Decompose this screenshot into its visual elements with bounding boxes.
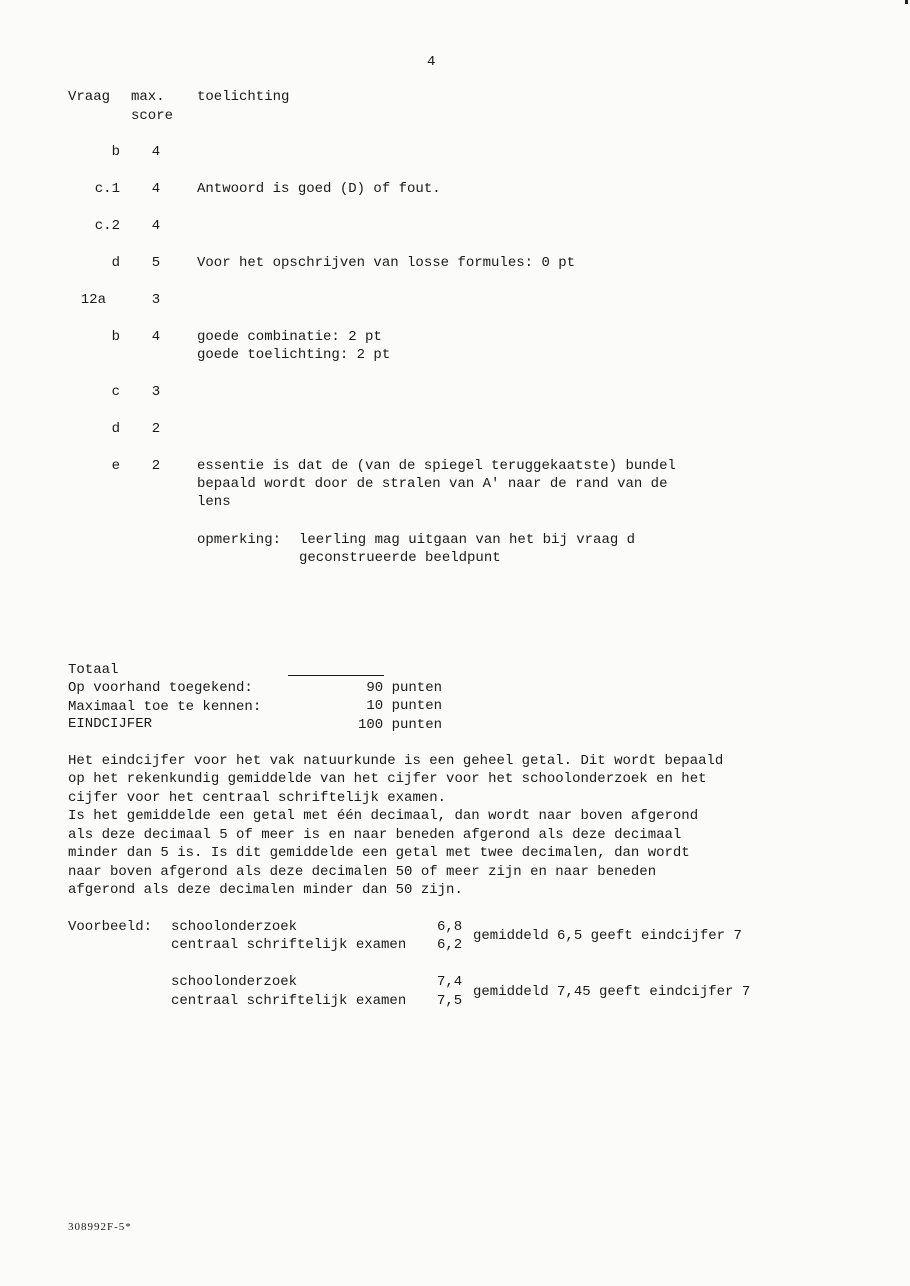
max-score: 2 [151, 421, 161, 437]
max-score: 3 [151, 384, 161, 400]
max-score: 2 [151, 458, 161, 474]
example-item: centraal schriftelijk examen [171, 993, 407, 1009]
explanation: goede toelichting: 2 pt [197, 347, 391, 363]
example-result: gemiddeld 7,45 geeft eindcijfer 7 [473, 984, 751, 1000]
question-label: e [111, 458, 120, 474]
remark-text: geconstrueerde beeldpunt [299, 550, 501, 566]
example-value: 7,4 [437, 974, 463, 990]
example-value: 6,8 [437, 919, 463, 935]
example-value: 6,2 [437, 937, 463, 953]
explanation: goede combinatie: 2 pt [197, 329, 382, 345]
example-label: Voorbeeld: [68, 919, 153, 935]
explanation: lens [197, 494, 231, 510]
explanation: Voor het opschrijven van losse formules: 0 pt [197, 255, 576, 271]
paragraph-line: naar boven afgerond als deze decimalen 50 of meer zijn en naar beneden [68, 864, 657, 880]
question-label: c.2 [94, 218, 120, 234]
header-max-score [131, 88, 173, 125]
header-max: max. [131, 89, 165, 105]
example-result: gemiddeld 6,5 geeft eindcijfer 7 [473, 928, 742, 944]
max-score: 4 [151, 218, 161, 234]
paragraph-line: Is het gemiddelde een getal met één decimaal, dan wordt naar boven afgerond [68, 808, 699, 824]
paragraph-line: afgerond als deze decimalen minder dan 50 zijn. [68, 882, 463, 898]
max-score: 3 [151, 292, 161, 308]
question-label: d [111, 255, 120, 271]
sum-rule [288, 675, 384, 676]
paragraph-line: minder dan 5 is. Is dit gemiddelde een getal met twee decimalen, dan wordt [68, 845, 690, 861]
page-number: 4 [427, 54, 436, 70]
explanation: essentie is dat de (van de spiegel teruggekaatste) bundel [197, 458, 676, 474]
totals-value: 90 punten [358, 680, 443, 696]
paragraph-line: Het eindcijfer voor het vak natuurkunde is een geheel getal. Dit wordt bepaald [68, 753, 724, 769]
remark-text: leerling mag uitgaan van het bij vraag d [299, 532, 636, 548]
header-toelichting: toelichting [197, 89, 290, 105]
max-score: 4 [151, 144, 161, 160]
corner-mark [905, 0, 908, 4]
question-label: d [111, 421, 120, 437]
footer-code: 308992F-5* [68, 1221, 132, 1233]
header-vraag: Vraag [68, 89, 111, 105]
example-item: centraal schriftelijk examen [171, 937, 407, 953]
question-label: c.1 [94, 181, 120, 197]
example-value: 7,5 [437, 993, 463, 1009]
example-item: schoolonderzoek [171, 919, 298, 935]
totals-value: 100 punten [358, 717, 443, 733]
question-label: b [111, 329, 120, 345]
explanation: bepaald wordt door de stralen van A' naar de rand van de [197, 476, 668, 492]
explanation: Antwoord is goed (D) of fout. [197, 181, 441, 197]
totals-label: Totaal [68, 661, 119, 678]
max-score: 4 [151, 181, 161, 197]
totals-label: Maximaal toe te kennen: [68, 698, 262, 715]
example-item: schoolonderzoek [171, 974, 298, 990]
section-heading: EINDCIJFER [68, 716, 153, 732]
paragraph-line: cijfer voor het centraal schriftelijk examen. [68, 790, 447, 806]
paragraph-line: op het rekenkundig gemiddelde van het cijfer voor het schoolonderzoek en het [68, 771, 707, 787]
question-label: b [111, 144, 120, 160]
max-score: 5 [151, 255, 161, 271]
question-label: c [111, 384, 120, 400]
max-score: 4 [151, 329, 161, 345]
totals-label: Op voorhand toegekend: [68, 679, 253, 696]
question-label: 12a [80, 292, 106, 308]
totals-value: 10 punten [358, 698, 443, 714]
header-score: score [131, 107, 174, 124]
remark-label: opmerking: [197, 532, 282, 548]
paragraph-line: als deze decimaal 5 of meer is en naar beneden afgerond als deze decimaal [68, 827, 682, 843]
